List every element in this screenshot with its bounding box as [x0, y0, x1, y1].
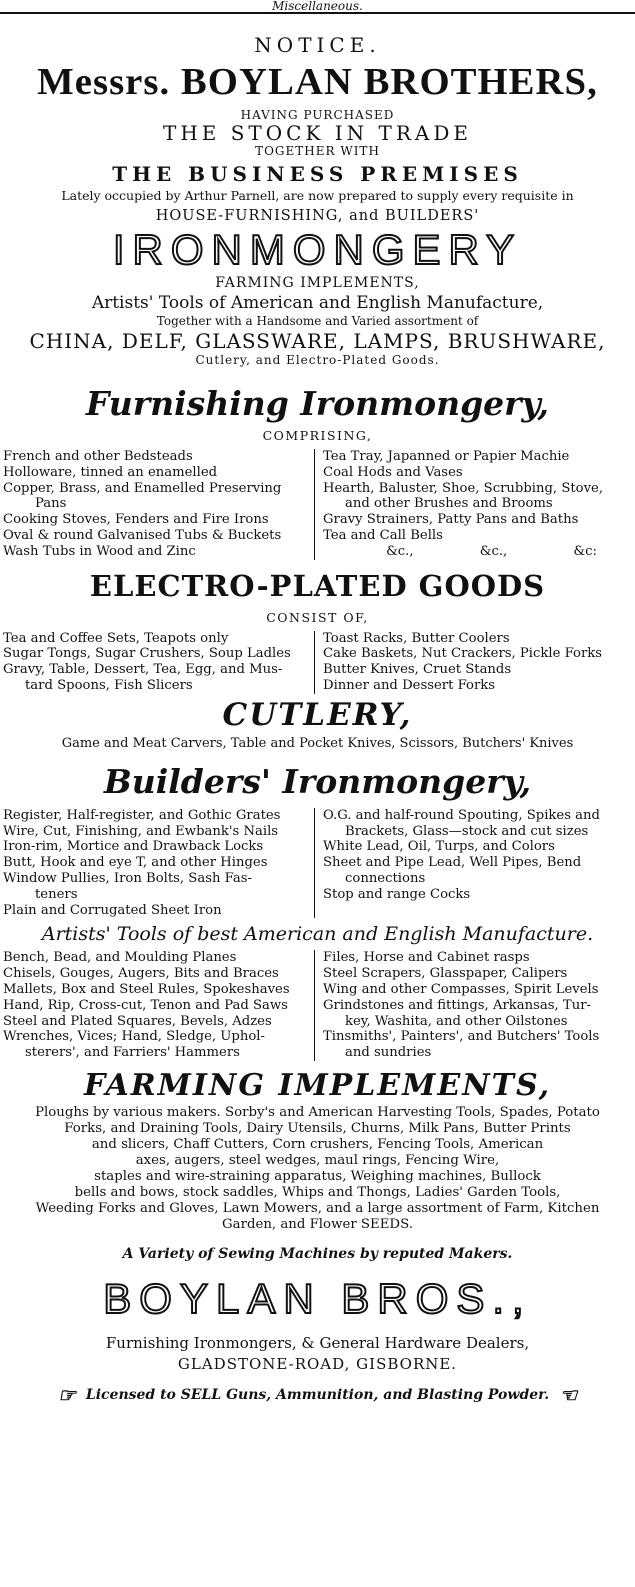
list-item: Holloware, tinned an enamelled — [3, 464, 218, 480]
house-furnishing: HOUSE-FURNISHING, and BUILDERS' — [155, 208, 480, 224]
list-item: Wing and other Compasses, Spirit Levels — [323, 981, 599, 997]
together-with: TOGETHER WITH — [255, 144, 380, 158]
list-item: Coal Hods and Vases — [323, 464, 463, 480]
list-item: sterers', and Farriers' Hammers — [25, 1045, 240, 1061]
list-item: Copper, Brass, and Enamelled Preserving — [3, 480, 282, 496]
list-item: Tea Tray, Japanned or Papier Machie — [323, 449, 570, 464]
list-item: Steel Scrapers, Glasspaper, Calipers — [323, 966, 568, 982]
artists-tools-line: Artists' Tools of American and English Manufacture, — [91, 293, 544, 313]
list-item: Toast Racks, Butter Coolers — [323, 630, 510, 646]
header-rule — [0, 12, 635, 14]
list-item: Steel and Plated Squares, Bevels, Adzes — [3, 1013, 272, 1029]
sewing-machines-line: A Variety of Sewing Machines by reputed Makers. — [122, 1245, 513, 1262]
list-item: Iron-rim, Mortice and Drawback Locks — [3, 839, 264, 855]
list-item: Brackets, Glass—stock and cut sizes — [345, 823, 589, 839]
farming-implements-sub: FARMING IMPLEMENTS, — [215, 275, 420, 291]
artists-columns — [0, 950, 635, 1061]
lately-occupied: Lately occupied by Arthur Parnell, are now prepared to supply every requisite in — [61, 188, 574, 203]
farming-line: axes, augers, steel wedges, maul rings, Fencing Wire, — [135, 1152, 500, 1168]
china-line: CHINA, DELF, GLASSWARE, LAMPS, BRUSHWARE, — [29, 329, 606, 353]
farming-line: Ploughs by various makers. Sorby's and American Harvesting Tools, Spades, Potato — [35, 1104, 600, 1120]
pointing-hand-left-icon: ☜ — [559, 1382, 578, 1407]
farming-line: bells and bows, stock saddles, Whips and Thongs, Ladies' Garden Tools, — [74, 1184, 561, 1200]
builders-heading: Builders' Ironmongery, — [103, 761, 532, 801]
list-item: Tea and Coffee Sets, Teapots only — [3, 630, 229, 646]
farming-line: Forks, and Draining Tools, Dairy Utensils, Churns, Milk Pans, Butter Prints — [64, 1120, 571, 1136]
farming-paragraph — [0, 1105, 635, 1233]
list-item: Dinner and Dessert Forks — [323, 677, 496, 693]
etc-row — [323, 544, 630, 560]
list-item: Butt, Hook and eye T, and other Hinges — [3, 855, 268, 871]
business-premises: THE BUSINESS PREMISES — [112, 162, 523, 186]
artists-heading: Artists' Tools of best American and English Manufacture. — [41, 923, 594, 946]
ironmongery-banner: IRONMONGERY — [112, 226, 523, 273]
furnishing-sub: COMPRISING, — [262, 428, 373, 443]
furnishing-heading: Furnishing Ironmongery, — [85, 384, 550, 423]
list-item: Pans — [35, 496, 67, 512]
cutlery-line: Game and Meat Carvers, Table and Pocket Knives, Scissors, Butchers' Knives — [61, 735, 574, 751]
having-purchased: HAVING PURCHASED — [240, 108, 395, 122]
list-item: and sundries — [345, 1045, 432, 1061]
cutlery-electro-line: Cutlery, and Electro-Plated Goods. — [195, 353, 440, 367]
electro-sub: CONSIST OF, — [266, 609, 369, 625]
list-item: Oval & round Galvanised Tubs & Buckets — [3, 527, 282, 543]
artists-left-column — [3, 950, 314, 1061]
list-item: Gravy Strainers, Patty Pans and Baths — [323, 512, 579, 528]
list-item: and other Brushes and Brooms — [345, 496, 553, 512]
list-item: Files, Horse and Cabinet rasps — [323, 950, 530, 966]
list-item: Hand, Rip, Cross-cut, Tenon and Pad Saws — [3, 997, 288, 1013]
list-item: connections — [345, 870, 426, 886]
list-item: Cooking Stoves, Fenders and Fire Irons — [3, 512, 269, 528]
list-item: Butter Knives, Cruet Stands — [323, 662, 512, 678]
electro-right-column — [314, 631, 632, 694]
list-item: Tinsmiths', Painters', and Butchers' Tools — [323, 1029, 600, 1045]
furnishing-left-column — [3, 449, 314, 560]
builders-columns — [0, 808, 635, 919]
address-line: GLADSTONE-ROAD, GISBORNE. — [177, 1354, 458, 1373]
farming-heading: FARMING IMPLEMENTS, — [83, 1067, 552, 1103]
list-item: Sugar Tongs, Sugar Crushers, Soup Ladles — [3, 646, 291, 662]
farming-line: and slicers, Chaff Cutters, Corn crushers, Fencing Tools, American — [91, 1136, 544, 1152]
together-handsome: Together with a Handsome and Varied assortment of — [156, 314, 479, 328]
list-item: O.G. and half-round Spouting, Spikes and — [323, 807, 600, 823]
furnishing-right-column — [314, 449, 632, 560]
list-item: Gravy, Table, Dessert, Tea, Egg, and Mus- — [3, 662, 283, 678]
list-item: tard Spoons, Fish Slicers — [25, 677, 193, 693]
list-item: Sheet and Pipe Lead, Well Pipes, Bend — [323, 855, 582, 871]
farming-line: Weeding Forks and Gloves, Lawn Mowers, and a large assortment of Farm, Kitchen — [35, 1200, 600, 1216]
etc-mark: &c., — [479, 543, 508, 559]
pointing-hand-right-icon: ☞ — [57, 1382, 76, 1407]
cutlery-heading: CUTLERY, — [222, 696, 413, 733]
list-item: Wire, Cut, Finishing, and Ewbank's Nails — [3, 823, 279, 839]
list-item: Tea and Call Bells — [323, 527, 443, 543]
furnishing-columns — [0, 449, 635, 560]
notice-title: NOTICE. — [254, 34, 381, 56]
etc-mark: &c., — [386, 543, 414, 559]
etc-mark: &c: — [573, 543, 597, 559]
list-item: Hearth, Baluster, Shoe, Scrubbing, Stove, — [323, 480, 604, 496]
builders-left-column — [3, 808, 314, 919]
list-item: Register, Half-register, and Gothic Grates — [3, 807, 281, 823]
farming-line: staples and wire-straining apparatus, Weighing machines, Bullock — [94, 1168, 541, 1184]
list-item: Wash Tubs in Wood and Zinc — [3, 543, 196, 559]
list-item: Wrenches, Vices; Hand, Sledge, Uphol- — [3, 1029, 265, 1045]
boylan-bros-banner: BOYLAN BROS., — [103, 1274, 532, 1322]
artists-right-column — [314, 950, 632, 1061]
dealers-line: Furnishing Ironmongers, & General Hardware Dealers, — [105, 1333, 530, 1352]
list-item: Mallets, Box and Steel Rules, Spokeshaves — [3, 981, 290, 997]
list-item: Plain and Corrugated Sheet Iron — [3, 902, 222, 918]
license-text: Licensed to SELL Guns, Ammunition, and Blasting Powder. — [85, 1386, 550, 1403]
section-header: Miscellaneous. — [272, 0, 363, 12]
list-item: Cake Baskets, Nut Crackers, Pickle Forks — [323, 646, 603, 662]
builders-right-column — [314, 808, 632, 919]
electro-heading: ELECTRO-PLATED GOODS — [89, 568, 546, 603]
license-line — [0, 1382, 635, 1407]
firm-name: Messrs. BOYLAN BROTHERS, — [37, 62, 598, 102]
electro-columns — [0, 631, 635, 694]
list-item: Grindstones and fittings, Arkansas, Tur- — [323, 997, 591, 1013]
list-item: Stop and range Cocks — [323, 886, 471, 902]
list-item: Chisels, Gouges, Augers, Bits and Braces — [3, 966, 279, 982]
list-item: Window Pullies, Iron Bolts, Sash Fas- — [3, 870, 252, 886]
list-item: White Lead, Oil, Turps, and Colors — [323, 839, 555, 855]
list-item: key, Washita, and other Oilstones — [345, 1013, 568, 1029]
list-item: Bench, Bead, and Moulding Planes — [3, 950, 237, 966]
stock-in-trade: THE STOCK IN TRADE — [162, 122, 472, 144]
list-item: teners — [35, 886, 78, 902]
electro-left-column — [3, 631, 314, 694]
farming-line: Garden, and Flower SEEDS. — [222, 1216, 413, 1232]
list-item: French and other Bedsteads — [3, 449, 193, 464]
